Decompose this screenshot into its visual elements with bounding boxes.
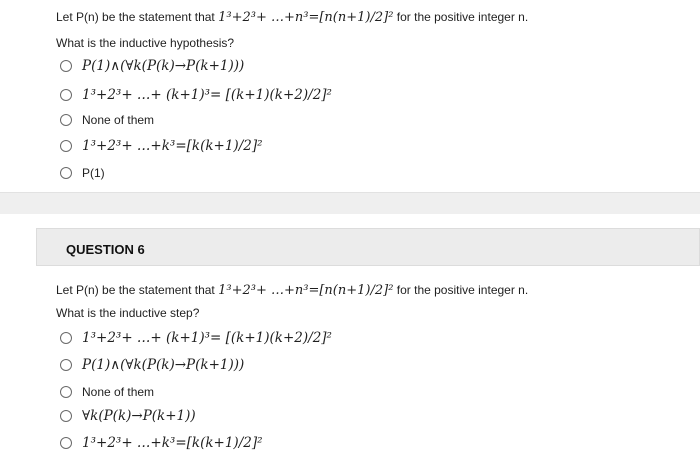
q5-prompt: [56, 10, 528, 25]
q5-option-4-label: 1³+2³+ …+k³=[k(k+1)/2]²: [82, 138, 263, 154]
q6-option-1[interactable]: [60, 330, 332, 346]
q6-option-3-label: None of them: [82, 385, 155, 399]
q5-formula: 1³+2³+ …+n³=[n(n+1)/2]²: [218, 10, 394, 25]
radio-button[interactable]: [60, 437, 72, 449]
radio-button[interactable]: [60, 386, 72, 398]
q5-option-5[interactable]: [60, 166, 105, 180]
radio-button[interactable]: [60, 167, 72, 179]
radio-button[interactable]: [60, 114, 72, 126]
q6-formula: 1³+2³+ …+n³=[n(n+1)/2]²: [218, 283, 394, 298]
q5-option-3[interactable]: [60, 113, 154, 127]
q5-option-2-label: 1³+2³+ …+ (k+1)³= [(k+1)(k+2)/2]²: [82, 87, 332, 103]
question-divider: [0, 192, 700, 216]
q5-option-3-label: None of them: [82, 113, 155, 127]
q6-option-4[interactable]: [60, 408, 196, 424]
q5-option-4[interactable]: [60, 138, 263, 154]
q6-prompt-prefix: Let P(n) be the statement that: [56, 283, 215, 297]
question-6-title: QUESTION 6: [66, 242, 145, 257]
radio-button[interactable]: [60, 359, 72, 371]
q5-question: What is the inductive hypothesis?: [56, 36, 235, 50]
q5-option-1[interactable]: [60, 58, 244, 74]
q6-option-2-label: P(1)∧(∀k(P(k)→P(k+1))): [82, 357, 245, 373]
q6-option-2[interactable]: [60, 357, 244, 373]
q6-prompt: [56, 283, 528, 298]
q6-option-4-label: ∀k(P(k)→P(k+1)): [82, 408, 196, 424]
q5-option-2[interactable]: [60, 87, 332, 103]
q6-question: What is the inductive step?: [56, 306, 200, 320]
q6-prompt-suffix: for the positive integer n.: [396, 283, 529, 297]
q5-option-1-label: P(1)∧(∀k(P(k)→P(k+1))): [82, 58, 245, 74]
q5-prompt-prefix: Let P(n) be the statement that: [56, 10, 215, 24]
radio-button[interactable]: [60, 410, 72, 422]
q5-prompt-suffix: for the positive integer n.: [396, 10, 529, 24]
q6-option-5-label: 1³+2³+ …+k³=[k(k+1)/2]²: [82, 435, 263, 451]
q5-option-5-label: P(1): [82, 166, 105, 180]
radio-button[interactable]: [60, 332, 72, 344]
radio-button[interactable]: [60, 89, 72, 101]
radio-button[interactable]: [60, 140, 72, 152]
radio-button[interactable]: [60, 60, 72, 72]
q6-option-3[interactable]: [60, 385, 154, 399]
q6-option-5[interactable]: [60, 435, 263, 451]
q6-option-1-label: 1³+2³+ …+ (k+1)³= [(k+1)(k+2)/2]²: [82, 330, 332, 346]
